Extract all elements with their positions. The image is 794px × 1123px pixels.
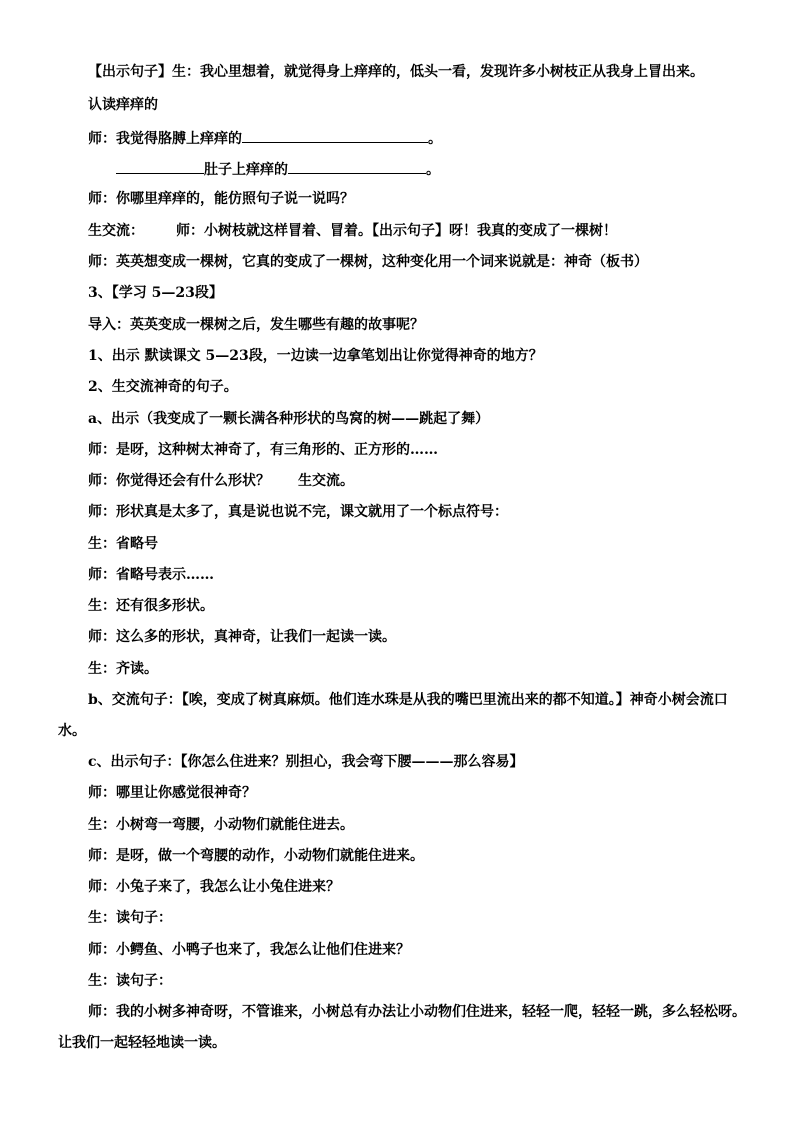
text: 生：读句子：: [88, 973, 172, 989]
paragraph: [88, 284, 778, 302]
paragraph: [88, 628, 778, 646]
paragraph: [88, 316, 778, 334]
paragraph: [88, 190, 778, 208]
text: 生交流：: [88, 223, 144, 239]
paragraph: [88, 347, 778, 365]
text: 师：我觉得胳膊上痒痒的: [88, 131, 242, 147]
text: 。: [428, 131, 442, 147]
text: 水。: [58, 723, 86, 739]
text: 师：省略号表示……: [88, 567, 214, 583]
text: 生交流。: [298, 473, 354, 489]
fill-blank: [116, 159, 204, 174]
paragraph: [58, 722, 778, 740]
text: 生：省略号: [88, 536, 158, 552]
paragraph: [88, 816, 778, 834]
text: 认读痒痒的: [88, 97, 158, 113]
paragraph: [88, 753, 778, 771]
fill-blank: [288, 159, 426, 174]
text: 师：小兔子来了，我怎么让小兔住进来？: [88, 879, 340, 895]
paragraph: [88, 378, 778, 396]
paragraph: [88, 410, 778, 428]
paragraph: [88, 128, 778, 148]
text: 师：形状真是太多了，真是说也说不完，课文就用了一个标点符号：: [88, 504, 508, 520]
text: 师：是呀，这种树太神奇了，有三角形的、正方形的……: [88, 442, 438, 458]
text: 师：英英想变成一棵树，它真的变成了一棵树，这种变化用一个词来说就是：神奇（板书）: [88, 254, 648, 270]
text: 让我们一起轻轻地读一读。: [58, 1035, 226, 1051]
text: 1、出示 默读课文 5—23段，一边读一边拿笔划出让你觉得神奇的地方？: [88, 348, 543, 364]
text: 师：你哪里痒痒的，能仿照句子说一说吗？: [88, 191, 354, 207]
paragraph: [88, 566, 778, 584]
text: 师：小树枝就这样冒着、冒着。【出示句子】呀！我真的变成了一棵树！: [176, 223, 617, 239]
paragraph: [88, 909, 778, 927]
text: 生：齐读。: [88, 661, 158, 677]
paragraph: [88, 941, 778, 959]
paragraph: [88, 1003, 778, 1021]
paragraph: [88, 253, 778, 271]
paragraph: [88, 660, 778, 678]
fill-blank: [242, 128, 428, 143]
text: c、出示句子：【你怎么住进来？别担心，我会弯下腰———那么容易】: [88, 754, 524, 770]
text: 。: [426, 162, 440, 178]
text: 师：我的小树多神奇呀，不管谁来，小树总有办法让小动物们住进来，轻轻一爬，轻轻一跳，多么轻松呀。: [88, 1004, 746, 1020]
text: 生：还有很多形状。: [88, 598, 214, 614]
paragraph: [88, 972, 778, 990]
text: b、交流句子：【唉，变成了树真麻烦。他们连水珠是从我的嘴巴里流出来的都不知道。】神奇小树会流口: [88, 692, 728, 708]
paragraph: [88, 847, 778, 865]
text: 导入：英英变成一棵树之后，发生哪些有趣的故事呢？: [88, 317, 424, 333]
paragraph: [88, 503, 778, 521]
text: 【出示句子】生：我心里想着，就觉得身上痒痒的，低头一看，发现许多小树枝正从我身上冒出来。: [88, 64, 704, 80]
text: 肚子上痒痒的: [204, 162, 288, 178]
text: 2、生交流神奇的句子。: [88, 379, 238, 395]
text: a、出示（我变成了一颗长满各种形状的鸟窝的树——跳起了舞）: [88, 411, 490, 427]
text: 3、【学习 5—23段】: [88, 285, 223, 301]
paragraph: [88, 597, 778, 615]
text: 师：你觉得还会有什么形状？: [88, 473, 270, 489]
paragraph: [88, 96, 778, 114]
text: 师：哪里让你感觉很神奇？: [88, 785, 256, 801]
text: 师：小鳄鱼、小鸭子也来了，我怎么让他们住进来？: [88, 942, 410, 958]
paragraph: [58, 1034, 778, 1052]
text: 师：是呀，做一个弯腰的动作，小动物们就能住进来。: [88, 848, 424, 864]
paragraph: [88, 441, 778, 459]
paragraph: [88, 63, 778, 81]
text: 生：小树弯一弯腰，小动物们就能住进去。: [88, 817, 354, 833]
text: 生：读句子：: [88, 910, 172, 926]
paragraph: [88, 784, 778, 802]
paragraph: [88, 878, 778, 896]
text: 师：这么多的形状，真神奇，让我们一起读一读。: [88, 629, 396, 645]
paragraph: [88, 159, 778, 179]
paragraph: [88, 222, 778, 240]
paragraph: [88, 472, 778, 490]
paragraph: [88, 691, 778, 709]
paragraph: [88, 535, 778, 553]
